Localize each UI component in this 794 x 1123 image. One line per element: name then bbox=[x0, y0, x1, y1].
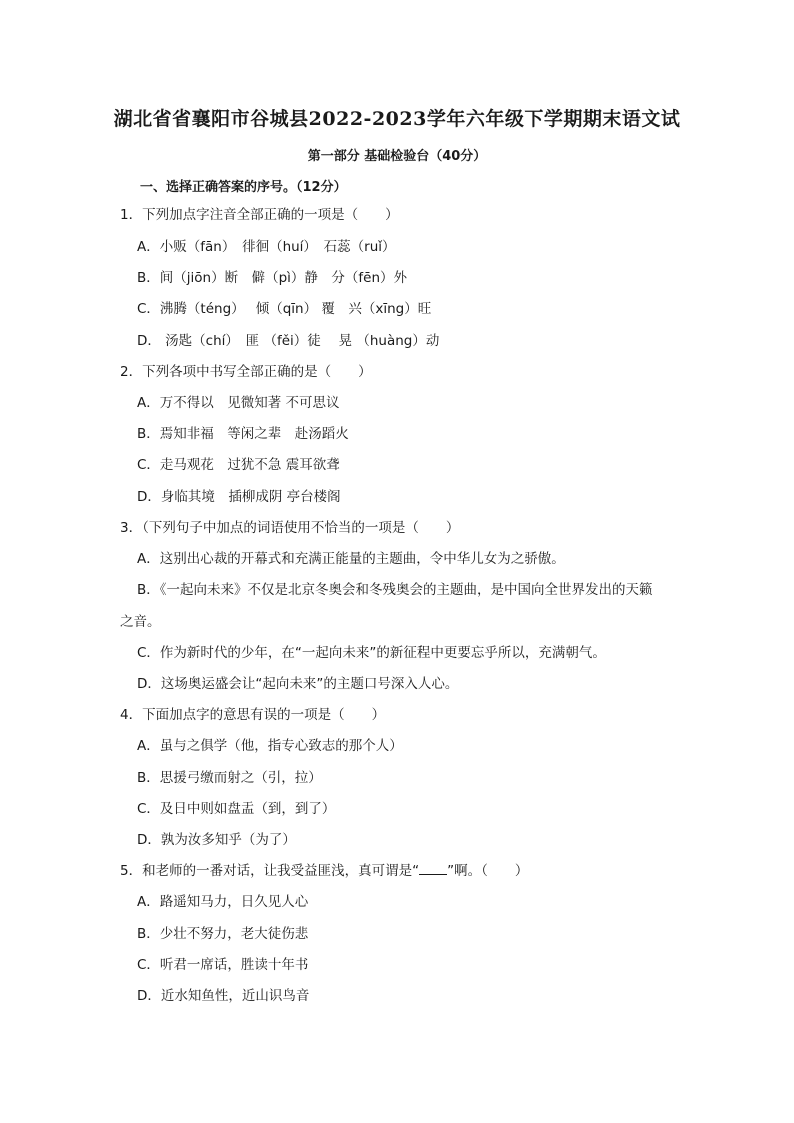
question-2-stem: 2．下列各项中书写全部正确的是（ ） bbox=[120, 364, 372, 380]
question-4-option-a: A．虽与之俱学（他，指专心致志的那个人） bbox=[137, 738, 403, 754]
section-heading: 一、选择正确答案的序号。（12分） bbox=[140, 180, 347, 195]
question-3-option-b-continued: 之音。 bbox=[120, 614, 161, 630]
question-1-option-c: C．沸腾（téng） 倾（qīn） 覆 兴（xīng）旺 bbox=[137, 301, 432, 317]
question-4-option-b: B．思援弓缴而射之（引，拉） bbox=[137, 770, 322, 786]
question-1-stem: 1．下列加点字注音全部正确的一项是（ ） bbox=[120, 207, 399, 223]
question-3-option-a: A．这别出心裁的开幕式和充满正能量的主题曲，令中华儿女为之骄傲。 bbox=[137, 551, 565, 567]
question-5-option-a: A．路遥知马力，日久见人心 bbox=[137, 894, 309, 910]
question-5-option-c: C．听君一席话，胜读十年书 bbox=[137, 957, 309, 973]
question-5-option-b: B．少壮不努力，老大徒伤悲 bbox=[137, 926, 309, 942]
question-5-stem-after: ”啊。（ ） bbox=[447, 863, 529, 879]
question-3-option-b: B．《一起向未来》不仅是北京冬奥会和冬残奥会的主题曲，是中国向全世界发出的天籁 bbox=[137, 582, 653, 598]
question-2-option-c: C．走马观花 过犹不急 震耳欲聋 bbox=[137, 457, 340, 473]
answer-blank bbox=[419, 862, 447, 875]
question-2-option-b: B．焉知非福 等闲之辈 赴汤蹈火 bbox=[137, 426, 349, 442]
question-2-option-d: D．身临其境 插柳成阴 亭台楼阁 bbox=[137, 489, 341, 505]
question-3-stem: 3．（下列句子中加点的词语使用不恰当的一项是（ ） bbox=[120, 520, 460, 536]
exam-title: 湖北省省襄阳市谷城县2022-2023学年六年级下学期期末语文试 bbox=[113, 108, 681, 130]
question-5-stem-before: 5．和老师的一番对话，让我受益匪浅，真可谓是“ bbox=[120, 863, 420, 879]
question-1-option-a: A．小贩（fān） 徘徊（huí） 石蕊（ruǐ） bbox=[137, 239, 396, 255]
question-5-option-d: D．近水知鱼性，近山识鸟音 bbox=[137, 988, 310, 1004]
question-4-option-c: C．及日中则如盘盂（到，到了） bbox=[137, 801, 336, 817]
question-2-option-a: A．万不得以 见微知著 不可思议 bbox=[137, 395, 340, 411]
question-4-stem: 4．下面加点字的意思有误的一项是（ ） bbox=[120, 707, 386, 723]
question-3-option-c: C．作为新时代的少年，在“一起向未来”的新征程中更要忘乎所以，充满朝气。 bbox=[137, 645, 606, 661]
part-heading: 第一部分 基础检验台（40分） bbox=[307, 149, 487, 164]
question-4-option-d: D．孰为汝多知乎（为了） bbox=[137, 832, 296, 848]
question-3-option-d: D．这场奥运盛会让“起向未来”的主题口号深入人心。 bbox=[137, 676, 459, 692]
question-1-option-d: D． 汤匙（chí） 匪 （fěi）徒 晃 （huàng）动 bbox=[137, 333, 440, 349]
question-5-stem bbox=[120, 862, 528, 880]
question-1-option-b: B．间（jiōn）断 僻（pì）静 分（fēn）外 bbox=[137, 270, 408, 286]
